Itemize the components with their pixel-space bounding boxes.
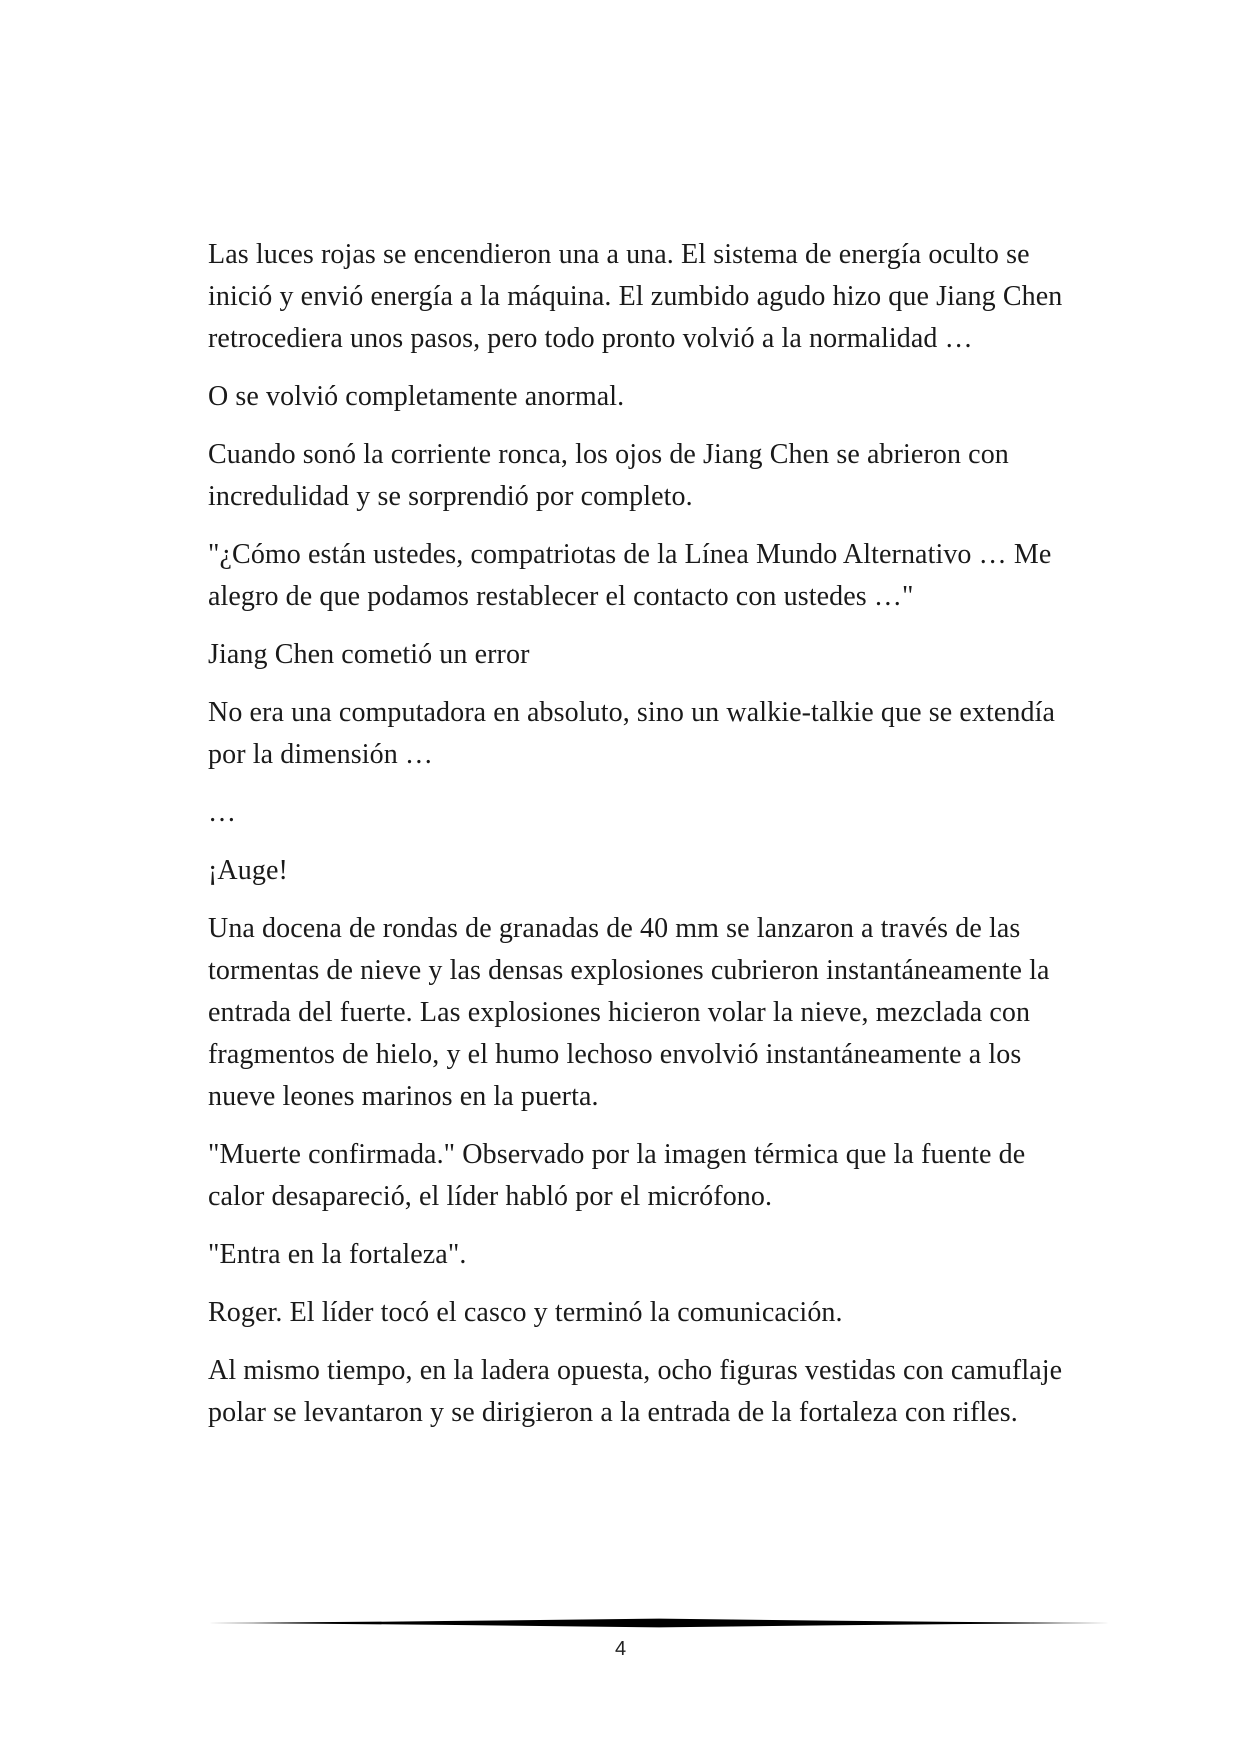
paragraph-10: "Muerte confirmada." Observado por la imagen térmica que la fuente de calor desapareció, el líder habló por el micrófono.: [208, 1139, 1026, 1212]
paragraph-11: "Entra en la fortaleza".: [208, 1239, 467, 1270]
paragraph-1: Las luces rojas se encendieron una a una. El sistema de energía oculto se inició y envió energía a la máquina. El zumbido agudo hizo que Jiang Chen retrocediera unos pasos, pero todo pronto volvió a la normalidad …: [208, 239, 1063, 354]
paragraph-13: Al mismo tiempo, en la ladera opuesta, ocho figuras vestidas con camuflaje polar se levantaron y se dirigieron a la entrada de la fortaleza con rifles.: [208, 1355, 1063, 1428]
paragraph-6: No era una computadora en absoluto, sino un walkie-talkie que se extendía por la dimensión …: [208, 697, 1056, 770]
page-number: 4: [614, 1638, 627, 1660]
page-body: [208, 234, 1070, 1450]
paragraph-7: …: [208, 797, 237, 828]
paragraph-8: ¡Auge!: [208, 855, 288, 886]
paragraph-3: Cuando sonó la corriente ronca, los ojos de Jiang Chen se abrieron con incredulidad y se sorprendió por completo.: [208, 439, 1009, 512]
paragraph-4: "¿Cómo están ustedes, compatriotas de la Línea Mundo Alternativo … Me alegro de que podamos restablecer el contacto con ustedes …": [208, 539, 1052, 612]
paragraph-2: O se volvió completamente anormal.: [208, 381, 625, 412]
paragraph-12: Roger. El líder tocó el casco y terminó la comunicación.: [208, 1297, 843, 1328]
footer-divider: [208, 1617, 1110, 1629]
paragraph-5: Jiang Chen cometió un error: [208, 639, 530, 670]
paragraph-9: Una docena de rondas de granadas de 40 mm se lanzaron a través de las tormentas de nieve y las densas explosiones cubrieron instantáneamente la entrada del fuerte. Las explosiones hicieron volar la nieve, mezclada con fragmentos de hielo, y el humo lechoso envolvió instantáneamente a los nueve leones marinos en la puerta.: [208, 913, 1050, 1112]
